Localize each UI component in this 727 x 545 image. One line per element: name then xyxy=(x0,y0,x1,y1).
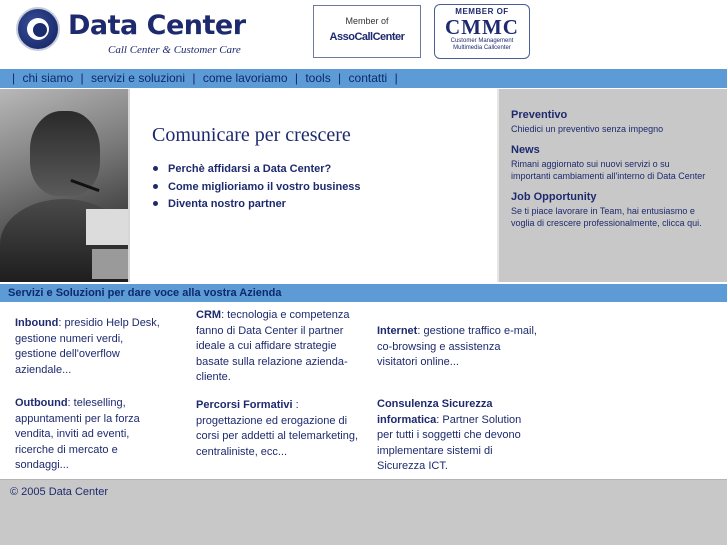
sidebar-text: Chiedici un preventivo senza impegno xyxy=(511,124,664,134)
call-center-operator-photo xyxy=(0,89,128,282)
cmmc-logo-text: CMMC xyxy=(445,15,519,39)
service-inbound[interactable]: Inbound: presidio Help Desk, gestione numeri verdi, gestione dell'overflow aziendale... xyxy=(15,317,160,376)
service-title[interactable]: CRM xyxy=(196,309,222,321)
sidebar-block-job[interactable] xyxy=(511,191,727,229)
cmmc-line-1: Customer Management xyxy=(450,38,514,44)
service-title[interactable]: Internet xyxy=(377,325,418,337)
service-title[interactable]: Outbound xyxy=(15,397,68,409)
logo-icon[interactable] xyxy=(16,7,60,51)
bullet-icon xyxy=(153,201,158,206)
header xyxy=(0,0,727,66)
nav-tools[interactable]: tools xyxy=(305,71,331,85)
service-crm[interactable]: CRM: tecnologia e competenza fanno di Data Center il partner ideale a cui affidare strategie basate sulla relazione azienda-cliente. xyxy=(196,309,350,383)
sidebar-title[interactable]: News xyxy=(511,144,540,156)
sidebar-text: Se ti piace lavorare in Team, hai entusiasmo e voglia di crescere professionalmente, clicca qui. xyxy=(511,206,702,228)
sidebar-block-news[interactable] xyxy=(511,144,727,182)
hero-link-come[interactable]: Come miglioriamo il vostro business xyxy=(153,181,361,199)
sidebar-text: Rimani aggiornato sui nuovi servizi o su importanti cambiamenti all'interno di Data Center xyxy=(511,159,706,181)
hero-section xyxy=(0,89,727,282)
hero-link-list xyxy=(153,163,361,216)
hero-sidebar xyxy=(497,89,727,282)
service-title[interactable]: Consulenza Sicurezza informatica xyxy=(377,398,493,426)
footer xyxy=(0,479,727,545)
service-title[interactable]: Inbound xyxy=(15,317,59,329)
badge-member-label: MEMBER OF xyxy=(455,7,509,16)
logo-title[interactable]: Data Center xyxy=(68,10,246,41)
nav-come-lavoriamo[interactable]: come lavoriamo xyxy=(202,71,288,85)
service-outbound[interactable]: Outbound: teleselling, appuntamenti per la forza vendita, inviti ad eventi, ricerche di mercato e sondaggi... xyxy=(15,397,140,471)
badge-member-label: Member of xyxy=(345,16,389,26)
cmmc-line-2: Multimedia Callcenter xyxy=(453,45,511,51)
service-percorsi-formativi[interactable]: Percorsi Formativi : progettazione ed erogazione di corsi per addetti al telemarketing, centraliniste, ecc... xyxy=(196,399,359,458)
sidebar-block-preventivo[interactable] xyxy=(511,109,727,135)
hero-link-perche[interactable]: Perchè affidarsi a Data Center? xyxy=(153,163,361,181)
bullet-icon xyxy=(153,184,158,189)
bullet-icon xyxy=(153,166,158,171)
services-grid xyxy=(0,302,727,479)
nav-servizi-soluzioni[interactable]: servizi e soluzioni xyxy=(90,71,186,85)
nav-chi-siamo[interactable]: chi siamo xyxy=(22,71,74,85)
service-consulenza-sicurezza[interactable]: Consulenza Sicurezza informatica: Partner Solution per tutti i soggetti che devono implementare sistemi di Sicurezza ICT. xyxy=(377,398,522,472)
hero-link-partner[interactable]: Diventa nostro partner xyxy=(153,198,361,216)
slogan: Comunicare per crescere xyxy=(152,124,351,146)
cmmc-badge[interactable] xyxy=(434,4,530,59)
badge-name: AssoCallCenter xyxy=(329,31,405,43)
logo-subtitle: Call Center & Customer Care xyxy=(108,44,241,56)
service-internet[interactable]: Internet: gestione traffico e-mail, co-browsing e assistenza visitatori online... xyxy=(377,325,537,368)
assocallcenter-badge[interactable] xyxy=(313,5,421,58)
copyright: © 2005 Data Center xyxy=(10,486,108,498)
service-title[interactable]: Percorsi Formativi xyxy=(196,399,293,411)
nav-contatti[interactable]: contatti xyxy=(348,71,388,85)
sidebar-title[interactable]: Job Opportunity xyxy=(511,191,597,203)
hero-main xyxy=(130,89,497,282)
main-nav: | chi siamo | servizi e soluzioni | come lavoriamo | tools | contatti | xyxy=(0,69,727,88)
sidebar-title[interactable]: Preventivo xyxy=(511,109,568,121)
services-heading: Servizi e Soluzioni per dare voce alla vostra Azienda xyxy=(0,284,727,302)
